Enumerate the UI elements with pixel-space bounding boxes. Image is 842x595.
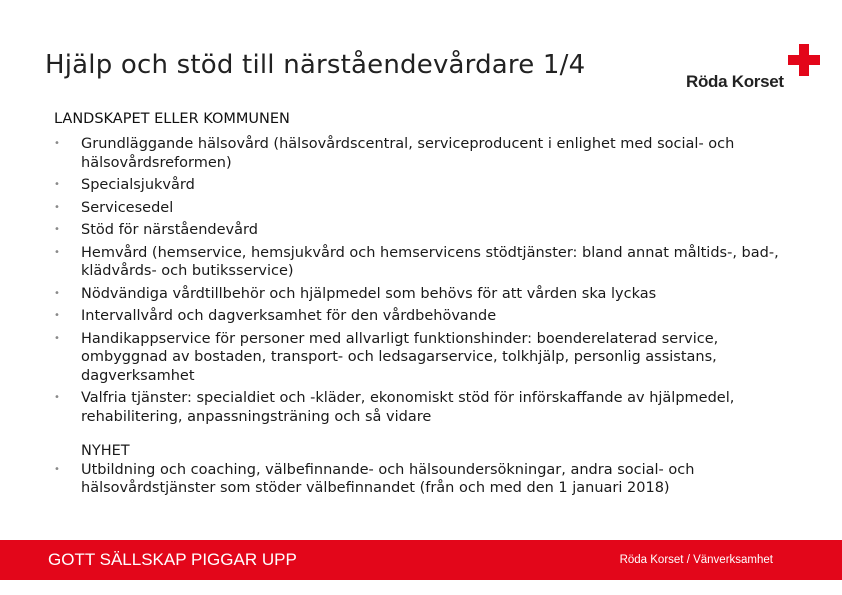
footer-slogan: GOTT SÄLLSKAP PIGGAR UPP	[48, 550, 297, 569]
bullet-icon: •	[54, 332, 60, 344]
news-text: Utbildning och coaching, välbefinnande- och hälsoundersökningar, andra social- och hälsovårdstjänster som stöder välbefinnandet (från och med den 1 januari 2018)	[81, 461, 695, 496]
bullet-list	[54, 135, 794, 502]
red-cross-icon	[788, 44, 820, 76]
bullet-icon: •	[54, 310, 60, 321]
list-item-text: Servicesedel	[81, 199, 174, 216]
list-item	[54, 221, 794, 240]
list-item-text: Intervallvård och dagverksamhet för den vårdbehövande	[81, 308, 497, 324]
logo-wordmark: Röda Korset	[686, 72, 784, 91]
list-item-text: Hemvård (hemservice, hemsjukvård och hemservicens stödtjänster: bland annat måltids-, bad-, klädvårds- och butiksservice)	[81, 244, 779, 279]
bullet-icon: •	[54, 138, 60, 149]
list-item	[54, 307, 794, 326]
footer-bar	[0, 540, 842, 580]
list-item-text: Valfria tjänster: specialdiet och -kläder, ekonomiskt stöd för införskaffande av hjälpmedel, rehabilitering, anpassningsträning och så vidare	[81, 390, 735, 425]
bullet-icon: •	[54, 246, 60, 258]
list-item	[54, 176, 794, 195]
bullet-icon: •	[54, 179, 60, 190]
list-item-text: Specialsjukvård	[81, 177, 195, 193]
news-item	[54, 442, 794, 498]
bullet-icon: •	[54, 287, 60, 299]
list-item	[54, 244, 794, 281]
list-item	[54, 135, 794, 172]
bullet-icon: •	[54, 392, 60, 403]
section-heading: LANDSKAPET ELLER KOMMUNEN	[54, 111, 290, 127]
slide-title: Hjälp och stöd till närståendevårdare 1/4	[45, 50, 586, 80]
list-item	[54, 389, 794, 426]
bullet-icon: •	[54, 224, 60, 235]
list-item-text: Grundläggande hälsovård (hälsovårdscentral, serviceproducent i enlighet med social- och hälsovårdsreformen)	[81, 136, 735, 171]
bullet-icon: •	[54, 463, 60, 475]
list-item	[54, 199, 794, 218]
footer-source: Röda Korset / Vänverksamhet	[619, 554, 773, 566]
list-item	[54, 285, 794, 304]
bullet-icon: •	[54, 201, 60, 213]
red-cross-logo	[686, 44, 820, 92]
list-item-text: Nödvändiga vårdtillbehör och hjälpmedel som behövs för att vården ska lyckas	[81, 285, 657, 302]
list-item	[54, 330, 794, 386]
list-item-text: Handikappservice för personer med allvarligt funktionshinder: boenderelaterad service, ombyggnad av bostaden, transport- och ledsagarservice, tolkhjälp, personlig assistans, dagverksamhet	[81, 330, 719, 384]
list-item-text: Stöd för närståendevård	[81, 222, 258, 238]
news-heading: NYHET	[81, 443, 130, 459]
